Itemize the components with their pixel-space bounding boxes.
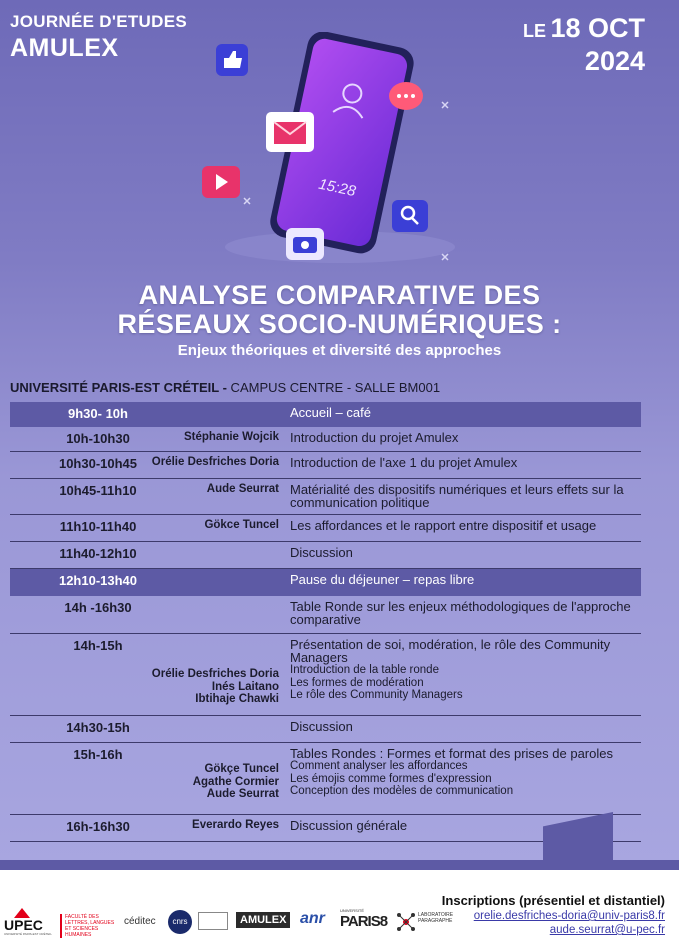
row-speakers — [152, 668, 279, 706]
row-time: 10h30-10h45 — [58, 456, 138, 471]
speaker-name: Gökçe Tuncel — [204, 763, 279, 775]
speaker-name: Ibtihaje Chawki — [195, 693, 279, 705]
partner-logos — [4, 908, 474, 938]
event-date — [523, 14, 645, 75]
date-prefix: LE — [523, 21, 547, 41]
upec-logo — [4, 908, 52, 936]
row-speakers — [193, 763, 279, 801]
title-line-2: RÉSEAUX SOCIO-NUMÉRIQUES : — [117, 309, 562, 339]
row-speaker: Aude Seurrat — [206, 483, 279, 495]
venue-university: UNIVERSITÉ PARIS-EST CRÉTEIL - — [10, 380, 227, 395]
speaker-name: Agathe Cormier — [192, 775, 279, 788]
row-time: 11h10-11h40 — [59, 519, 137, 534]
paris8-logo — [340, 908, 387, 930]
date-year: 2024 — [584, 46, 645, 76]
schedule-row — [10, 402, 641, 427]
row-activity: Discussion générale — [290, 818, 408, 833]
event-type: JOURNÉE D'ETUDES — [10, 12, 187, 31]
row-time: 11h40-12h10 — [59, 546, 137, 561]
speaker-name: Orélie Desfriches Doria — [151, 668, 279, 680]
schedule-row — [10, 634, 641, 716]
row-detail: Conception des modèles de communication — [290, 785, 514, 797]
row-speaker: Everardo Reyes — [192, 819, 279, 831]
row-activity: Les affordances et le rapport entre dispositif et usage — [290, 518, 597, 533]
speaker-name: Inés Laitano — [211, 680, 279, 693]
row-activity: Présentation de soi, modération, le rôle des Community Managers — [290, 637, 611, 665]
row-time: 9h30- 10h — [68, 406, 128, 421]
row-activity: Matérialité des dispositifs numériques et leurs effets sur la communication politique — [290, 482, 624, 510]
row-activity: Table Ronde sur les enjeux méthodologiques de l'approche comparative — [290, 599, 631, 627]
network-icon — [396, 912, 416, 932]
row-time: 10h-10h30 — [66, 431, 130, 446]
chat-bubble-icon — [389, 82, 423, 110]
row-detail: Les formes de modération — [290, 676, 424, 689]
upec-logo-subtitle: UNIVERSITÉ PARIS-EST CRÉTEIL — [4, 932, 52, 936]
amulex-logo: AMULEX — [236, 912, 290, 928]
row-speaker: Stéphanie Wojcik — [183, 431, 279, 443]
row-detail: Comment analyser les affordances — [290, 760, 468, 772]
venue — [10, 380, 440, 395]
row-activity: Introduction du projet Amulex — [290, 430, 459, 445]
email-link-2[interactable]: aude.seurrat@u-pec.fr — [549, 924, 665, 936]
registration-label: Inscriptions (présentiel et distantiel) — [441, 893, 665, 908]
row-time: 16h-16h30 — [66, 819, 130, 834]
date-day: 18 OCT — [550, 13, 645, 43]
row-activity: Discussion — [290, 719, 353, 734]
row-time: 10h45-11h10 — [59, 483, 137, 498]
paragraphe-logo-name: PARAGRAPHE — [418, 918, 453, 924]
phone-clock: 15:28 — [317, 175, 358, 201]
paris8-logo-text: PARIS8 — [340, 913, 388, 930]
paragraphe-logo — [396, 912, 453, 932]
schedule-row — [10, 569, 641, 596]
schedule-row — [10, 596, 641, 634]
row-time: 15h-16h — [73, 747, 123, 762]
paris8-logo-top: UNIVERSITÉ — [340, 908, 365, 913]
schedule-row — [10, 716, 641, 743]
schedule-row — [10, 743, 641, 815]
row-activity: Tables Rondes : Formes et format des prises de paroles — [290, 746, 613, 761]
schedule-table — [10, 402, 641, 842]
row-activity-block — [290, 747, 641, 798]
partner-logo-box — [198, 912, 228, 930]
envelope-icon — [266, 112, 314, 152]
schedule-row — [10, 479, 641, 515]
project-name: AMULEX — [10, 34, 119, 62]
row-time: 14h -16h30 — [64, 600, 132, 615]
play-icon — [202, 166, 240, 198]
row-detail: Le rôle des Community Managers — [290, 689, 463, 701]
row-time: 12h10-13h40 — [58, 573, 138, 588]
row-activity: Discussion — [290, 545, 353, 560]
smartphone-illustration — [200, 32, 480, 272]
row-activity: Accueil – café — [290, 405, 371, 420]
row-activity: Introduction de l'axe 1 du projet Amulex — [290, 455, 518, 470]
schedule-row — [10, 452, 641, 479]
schedule-row — [10, 427, 641, 452]
faculty-logo: FACULTÉ DES LETTRES, LANGUES ET SCIENCES HUMAINES — [60, 914, 116, 938]
row-detail: Introduction de la table ronde — [290, 664, 439, 676]
cnrs-logo: cnrs — [168, 910, 192, 934]
decorative-band — [0, 860, 679, 870]
title-line-1: ANALYSE COMPARATIVE DES — [138, 280, 541, 310]
row-time: 14h30-15h — [66, 720, 130, 735]
venue-location: CAMPUS CENTRE - SALLE BM001 — [226, 380, 441, 395]
camera-icon — [286, 228, 324, 260]
row-activity: Pause du déjeuner – repas libre — [290, 572, 475, 587]
anr-logo: anr — [300, 910, 325, 927]
row-detail: Les émojis comme formes d'expression — [290, 772, 492, 785]
like-icon — [216, 44, 248, 76]
subtitle: Enjeux théoriques et diversité des approches — [177, 342, 502, 359]
speaker-name: Aude Seurrat — [206, 788, 279, 800]
row-speaker: Gökce Tuncel — [204, 519, 279, 531]
ceditec-logo: céditec — [124, 916, 156, 927]
row-speaker: Orélie Desfriches Doria — [151, 456, 279, 468]
schedule-row — [10, 515, 641, 542]
row-time: 14h-15h — [73, 638, 123, 653]
paragraphe-logo-top: LABORATOIRE — [418, 912, 454, 918]
paragraphe-logo-text — [418, 912, 453, 924]
upec-logo-text: UPEC — [4, 917, 43, 933]
search-icon — [392, 200, 428, 232]
row-activity-block — [290, 638, 641, 702]
schedule-row — [10, 542, 641, 569]
email-link-1[interactable]: orelie.desfriches-doria@univ-paris8.fr — [473, 910, 665, 922]
